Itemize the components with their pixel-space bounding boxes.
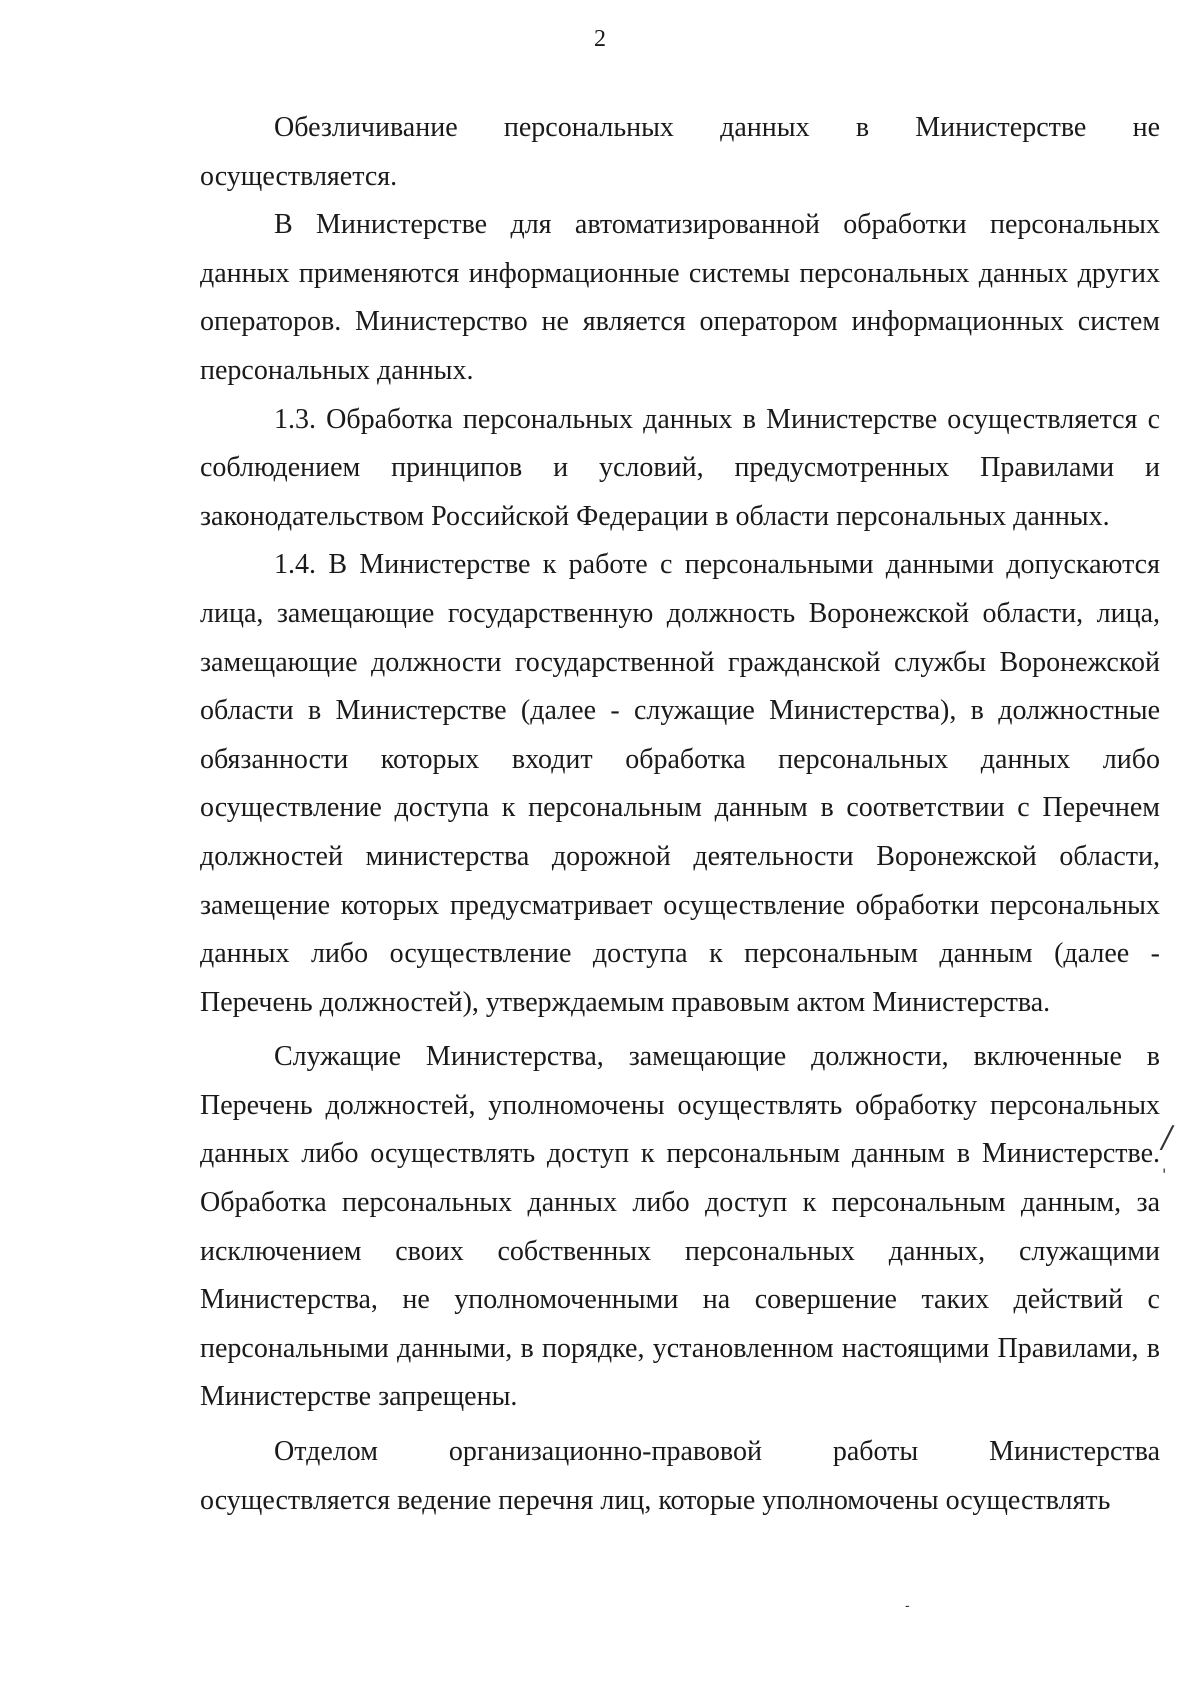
paragraph-1-4: 1.4. В Министерстве к работе с персональными данными допускаются лица, замещающие государственную должность Воронежской области, лица, замещающие должности государственной гражданской службы Воронежской области в Министерстве (далее - служащие Министерства), в должностные обязанности которых входит обработка персональных данных либо осуществление доступа к персональным данным в соответствии с Перечнем должностей министерства дорожной деятельности Воронежской области, замещение которых предусматривает осуществление обработки персональных данных либо осуществление доступа к персональным данным (далее - Перечень должностей), утверждаемым правовым актом Министерства. <box>200 549 1160 1018</box>
page-number: 2 <box>594 26 606 52</box>
paragraph-authorized-employees: Служащие Министерства, замещающие должности, включенные в Перечень должностей, уполномочены осуществлять обработку персональных данных либо осуществлять доступ к персональным данным в Министерстве. Обработка персональных данных либо доступ к персональным данным, за исключением своих собственных персональных данных, служащими Министерства, не уполномоченными на совершение таких действий с персональными данными, в порядке, установленном настоящими Правилами, в Министерстве запрещены. <box>200 1041 1160 1413</box>
handwritten-tick-mark: ' <box>1162 1165 1167 1184</box>
handwritten-dash-mark: - <box>905 1598 910 1614</box>
paragraph-organizational-department: Отделом организационно-правовой работы Министерства осуществляется ведение перечня лиц, которые уполномочены осуществлять <box>200 1436 1160 1516</box>
handwritten-margin-mark: / <box>1162 1120 1173 1155</box>
paragraph-depersonalization: Обезличивание персональных данных в Министерстве не осуществляется. <box>200 112 1160 192</box>
document-body <box>200 104 1160 1525</box>
paragraph-information-systems: В Министерстве для автоматизированной обработки персональных данных применяются информационные системы персональных данных других операторов. Министерство не является оператором информационных систем персональных данных. <box>200 209 1160 386</box>
paragraph-1-3: 1.3. Обработка персональных данных в Министерстве осуществляется с соблюдением принципов и условий, предусмотренных Правилами и законодательством Российской Федерации в области персональных данных. <box>200 403 1160 532</box>
